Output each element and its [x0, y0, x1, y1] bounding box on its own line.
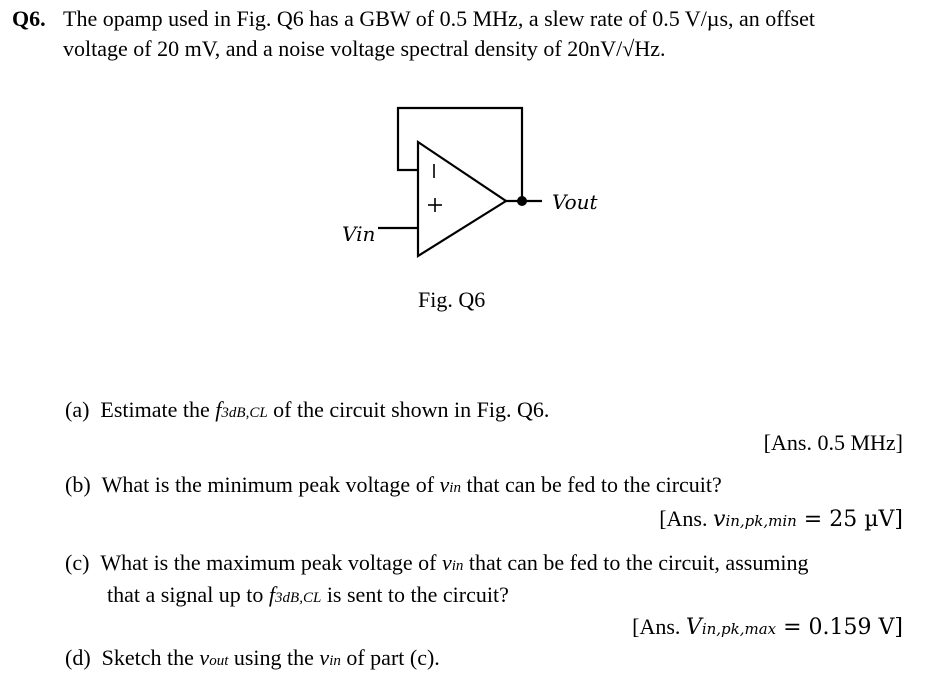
part-c-ans-value: = 0.159 V] — [776, 615, 903, 640]
part-b-v-sub: in — [449, 480, 461, 496]
part-b-answer — [659, 506, 903, 532]
part-b-label: (b) — [65, 472, 91, 497]
part-b-ans-value: = 25 µV] — [796, 507, 903, 532]
question-number: Q6. — [12, 6, 46, 31]
part-a — [65, 397, 549, 423]
part-c-label: (c) — [65, 550, 90, 575]
vout-label: Vout — [552, 190, 598, 214]
part-a-label: (a) — [65, 397, 90, 422]
question-line-1: The opamp used in Fig. Q6 has a GBW of 0.5 MHz, a slew rate of 0.5 V/µs, an offset — [63, 6, 815, 31]
part-d-vout-sub: out — [209, 653, 229, 669]
part-b-ans-sub: in,pk,min — [725, 512, 797, 530]
part-c-line1-after: that can be fed to the circuit, assuming — [463, 550, 809, 575]
part-c-f: f — [268, 582, 276, 607]
output-node-dot — [517, 196, 527, 206]
part-c-line1-before: What is the maximum peak voltage of — [100, 550, 442, 575]
part-a-text-after: of the circuit shown in Fig. Q6. — [267, 397, 550, 422]
part-b-ans-var: v — [713, 507, 726, 532]
part-a-text-before: Estimate the — [100, 397, 216, 422]
part-c-v-sub: in — [451, 558, 464, 574]
part-d — [65, 645, 440, 671]
part-d-vin-sub: in — [329, 653, 341, 669]
part-c-answer — [632, 614, 903, 640]
part-c-ans-var: V — [685, 615, 702, 640]
part-c-line-2 — [107, 582, 509, 608]
part-c-f-sub: 3dB,CL — [275, 590, 322, 606]
part-c-ans-prefix: [Ans. — [632, 614, 686, 639]
part-c-line2-after: is sent to the circuit? — [321, 582, 509, 607]
part-c-line-1 — [65, 550, 809, 576]
part-c-v: v — [441, 550, 452, 575]
part-d-label: (d) — [65, 645, 91, 670]
part-d-vout: v — [199, 645, 210, 670]
part-b — [65, 472, 722, 498]
part-b-text-before: What is the minimum peak voltage of — [101, 472, 440, 497]
opamp-triangle — [418, 142, 506, 256]
part-c-line2-before: that a signal up to — [107, 582, 269, 607]
vin-label: Vin — [342, 222, 376, 246]
part-b-v: v — [439, 472, 450, 497]
part-c-ans-sub: in,pk,max — [701, 620, 777, 638]
part-d-vin: v — [319, 645, 330, 670]
question-line-2: voltage of 20 mV, and a noise voltage spectral density of 20nV/√Hz. — [63, 36, 666, 61]
part-d-text-after: of part (c). — [340, 645, 440, 670]
feedback-wire — [398, 108, 522, 201]
part-a-answer: [Ans. 0.5 MHz] — [763, 430, 903, 455]
part-d-text-mid: using the — [228, 645, 320, 670]
part-a-f-sub: 3dB,CL — [221, 405, 268, 421]
figure-caption: Fig. Q6 — [418, 287, 486, 312]
part-d-text-before: Sketch the — [101, 645, 200, 670]
part-b-ans-prefix: [Ans. — [659, 506, 713, 531]
part-b-text-after: that can be fed to the circuit? — [460, 472, 722, 497]
part-a-f: f — [215, 397, 222, 422]
